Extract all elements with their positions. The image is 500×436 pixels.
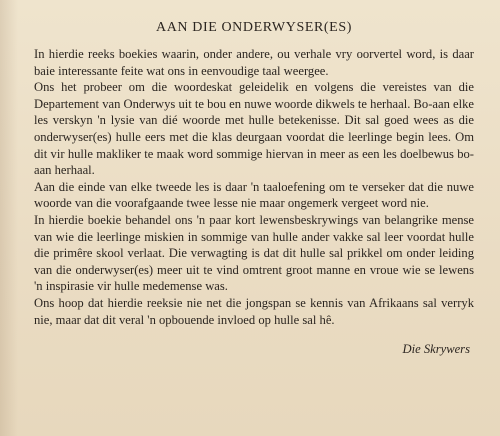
signature: Die Skrywers — [402, 342, 470, 357]
body-text — [34, 46, 474, 328]
paragraph-2: Ons het probeer om die woordeskat geleidelik en volgens die vereistes van die Departement van Onderwys uit te bou en nuwe woorde dikwels te herhaal. Bo-aan elke les verskyn 'n lysie van dié woorde met hulle betekenisse. Dit sal goed wees as die onderwyser(es) hulle eers met die klas deurgaan voordat die leerlinge begin lees. Om dit vir hulle makliker te maak word sommige hiervan in meer as een les doelbewus bo-aan herhaal. — [34, 80, 474, 178]
paragraph-3: Aan die einde van elke tweede les is daar 'n taaloefening om te verseker dat die nuwe woorde van die voorafgaande twee lesse nie maar ongemerk vergeet word nie. — [34, 179, 474, 211]
page-title: AAN DIE ONDERWYSER(ES) — [156, 20, 352, 35]
paragraph-5: Ons hoop dat hierdie reeksie nie net die jongspan se kennis van Afrikaans sal verryk nie, maar dat dit veral 'n opbouende invloed op hulle sal hê. — [34, 295, 474, 327]
paragraph-1: In hierdie reeks boekies waarin, onder andere, ou verhale vry oorvertel word, is daar baie interessante feite wat ons in eenvoudige taal weergee. — [34, 47, 474, 78]
paragraph-4: In hierdie boekie behandel ons 'n paar kort lewensbeskrywings van belangrike mense van wie die leerlinge miskien in sommige van hulle ander vakke sal leer voordat hulle die primêre skool verlaat. Die verwagting is dat dit hulle sal prikkel om onder leiding van die onderwyser(es) meer uit te vind omtrent groot manne en vroue wie se lewens 'n inspirasie vir hulle medemense was. — [34, 212, 474, 294]
